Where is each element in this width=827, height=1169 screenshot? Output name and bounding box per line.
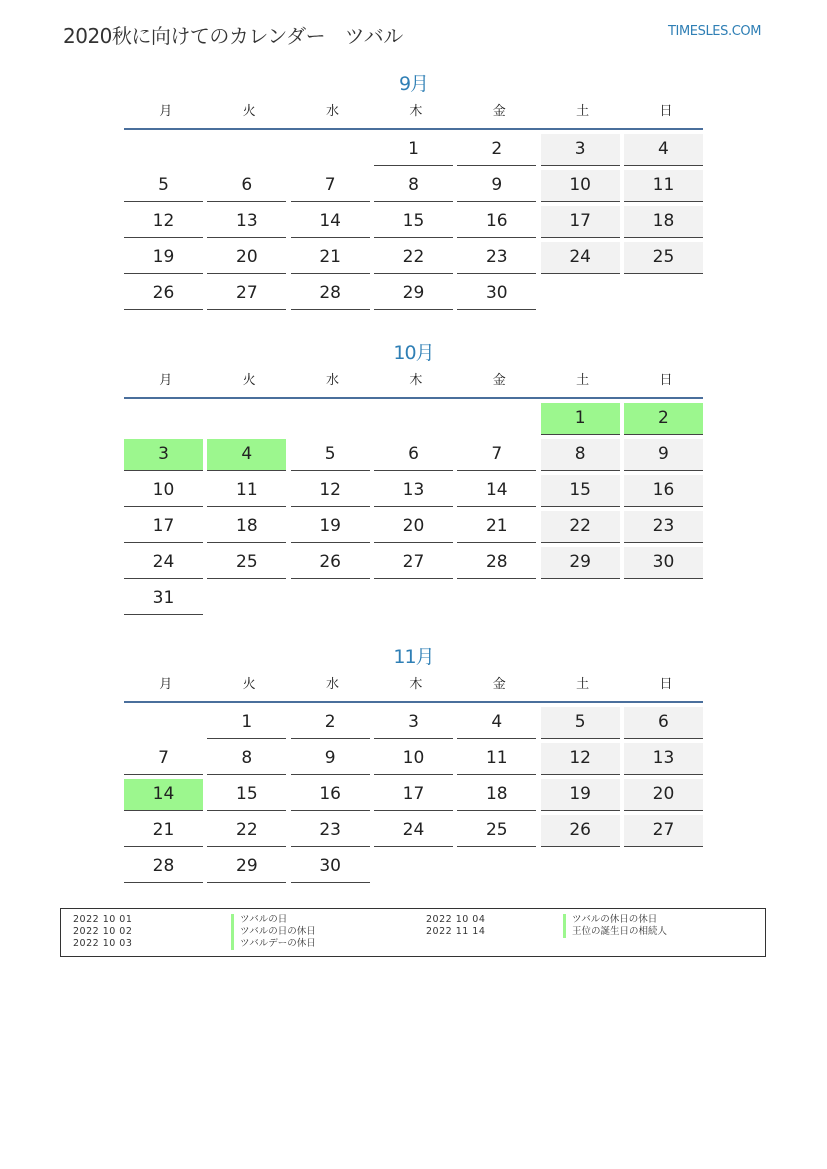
month-calendar (124, 70, 703, 310)
month-calendar (124, 643, 703, 883)
day-cell: 24 (541, 242, 620, 274)
empty-day-cell (624, 583, 703, 615)
day-cell: 3 (124, 439, 203, 471)
month-calendar (124, 339, 703, 615)
empty-day-cell (291, 134, 370, 166)
weekday-label: 月 (159, 677, 173, 692)
day-cell: 23 (291, 815, 370, 847)
day-cell: 10 (541, 170, 620, 202)
day-cell: 26 (541, 815, 620, 847)
day-cell: 16 (457, 206, 536, 238)
day-cell: 2 (291, 707, 370, 739)
day-cell: 7 (124, 743, 203, 775)
day-cell: 7 (457, 439, 536, 471)
weekday-label: 土 (576, 104, 590, 119)
day-cell: 24 (124, 547, 203, 579)
day-cell: 22 (541, 511, 620, 543)
empty-day-cell (374, 851, 453, 883)
day-cell: 18 (624, 206, 703, 238)
day-cell: 22 (374, 242, 453, 274)
day-cell: 1 (374, 134, 453, 166)
day-cell: 11 (457, 743, 536, 775)
brand-link[interactable]: TIMESLES.COM (668, 24, 762, 39)
day-cell: 17 (541, 206, 620, 238)
month-title: 11月 (393, 646, 434, 668)
empty-day-cell (124, 707, 203, 739)
day-cell: 11 (207, 475, 286, 507)
empty-day-cell (541, 851, 620, 883)
legend-date: 2022 10 02 (73, 926, 133, 937)
day-cell: 6 (624, 707, 703, 739)
empty-day-cell (457, 583, 536, 615)
weekday-label: 木 (409, 104, 423, 119)
day-grid (124, 134, 703, 310)
day-cell: 8 (207, 743, 286, 775)
day-cell: 15 (207, 779, 286, 811)
empty-day-cell (124, 403, 203, 435)
weekday-label: 土 (576, 677, 590, 692)
day-cell: 23 (457, 242, 536, 274)
day-cell: 8 (374, 170, 453, 202)
day-cell: 20 (624, 779, 703, 811)
legend-name: ツバルの休日の休日 (563, 914, 657, 926)
weekday-label: 月 (159, 373, 173, 388)
day-cell: 7 (291, 170, 370, 202)
empty-day-cell (457, 403, 536, 435)
day-cell: 30 (624, 547, 703, 579)
day-cell: 6 (207, 170, 286, 202)
day-cell: 14 (291, 206, 370, 238)
day-cell: 26 (291, 547, 370, 579)
weekday-label: 日 (659, 104, 673, 119)
empty-day-cell (374, 583, 453, 615)
weekday-header (124, 101, 703, 130)
day-cell: 25 (624, 242, 703, 274)
day-cell: 14 (124, 779, 203, 811)
weekday-label: 火 (242, 677, 256, 692)
day-cell: 27 (207, 278, 286, 310)
day-cell: 6 (374, 439, 453, 471)
day-cell: 25 (207, 547, 286, 579)
legend-date: 2022 10 04 (426, 914, 486, 925)
month-title: 10月 (393, 342, 434, 364)
day-cell: 4 (207, 439, 286, 471)
empty-day-cell (207, 403, 286, 435)
day-cell: 12 (541, 743, 620, 775)
day-cell: 2 (624, 403, 703, 435)
day-cell: 1 (207, 707, 286, 739)
day-cell: 15 (541, 475, 620, 507)
weekday-label: 水 (325, 677, 339, 692)
weekday-label: 木 (409, 373, 423, 388)
empty-day-cell (207, 583, 286, 615)
empty-day-cell (291, 583, 370, 615)
day-cell: 5 (541, 707, 620, 739)
empty-day-cell (374, 403, 453, 435)
weekday-label: 金 (492, 373, 506, 388)
day-cell: 18 (207, 511, 286, 543)
day-cell: 30 (291, 851, 370, 883)
day-cell: 10 (374, 743, 453, 775)
day-cell: 9 (624, 439, 703, 471)
empty-day-cell (207, 134, 286, 166)
legend-name: 王位の誕生日の相続人 (563, 926, 667, 938)
day-cell: 22 (207, 815, 286, 847)
day-cell: 14 (457, 475, 536, 507)
day-cell: 27 (374, 547, 453, 579)
page-title: 2020秋に向けてのカレンダー ツバル (63, 24, 403, 48)
empty-day-cell (291, 403, 370, 435)
day-grid (124, 403, 703, 615)
weekday-label: 日 (659, 373, 673, 388)
weekday-label: 金 (492, 104, 506, 119)
empty-day-cell (457, 851, 536, 883)
day-cell: 20 (207, 242, 286, 274)
weekday-label: 水 (325, 373, 339, 388)
month-title: 9月 (398, 73, 429, 95)
weekday-label: 月 (159, 104, 173, 119)
day-cell: 17 (374, 779, 453, 811)
day-cell: 5 (291, 439, 370, 471)
weekday-label: 金 (492, 677, 506, 692)
day-cell: 19 (124, 242, 203, 274)
day-cell: 28 (457, 547, 536, 579)
day-cell: 29 (541, 547, 620, 579)
day-cell: 12 (291, 475, 370, 507)
day-cell: 9 (457, 170, 536, 202)
weekday-header (124, 674, 703, 703)
empty-day-cell (541, 583, 620, 615)
day-cell: 11 (624, 170, 703, 202)
day-cell: 4 (457, 707, 536, 739)
day-cell: 31 (124, 583, 203, 615)
weekday-header (124, 370, 703, 399)
day-cell: 21 (457, 511, 536, 543)
day-cell: 30 (457, 278, 536, 310)
weekday-label: 日 (659, 677, 673, 692)
day-cell: 16 (624, 475, 703, 507)
holiday-legend (60, 908, 766, 957)
day-cell: 26 (124, 278, 203, 310)
day-grid (124, 707, 703, 883)
weekday-label: 火 (242, 373, 256, 388)
day-cell: 27 (624, 815, 703, 847)
day-cell: 29 (207, 851, 286, 883)
day-cell: 19 (291, 511, 370, 543)
day-cell: 18 (457, 779, 536, 811)
day-cell: 10 (124, 475, 203, 507)
weekday-label: 土 (576, 373, 590, 388)
weekday-label: 火 (242, 104, 256, 119)
day-cell: 20 (374, 511, 453, 543)
legend-date: 2022 11 14 (426, 926, 486, 937)
day-cell: 24 (374, 815, 453, 847)
day-cell: 9 (291, 743, 370, 775)
weekday-label: 木 (409, 677, 423, 692)
legend-name: ツバルの日 (231, 914, 287, 926)
day-cell: 13 (374, 475, 453, 507)
day-cell: 23 (624, 511, 703, 543)
day-cell: 21 (291, 242, 370, 274)
day-cell: 12 (124, 206, 203, 238)
day-cell: 3 (374, 707, 453, 739)
day-cell: 8 (541, 439, 620, 471)
empty-day-cell (624, 851, 703, 883)
day-cell: 28 (124, 851, 203, 883)
day-cell: 4 (624, 134, 703, 166)
empty-day-cell (124, 134, 203, 166)
weekday-label: 水 (325, 104, 339, 119)
empty-day-cell (624, 278, 703, 310)
empty-day-cell (541, 278, 620, 310)
day-cell: 2 (457, 134, 536, 166)
legend-date: 2022 10 03 (73, 938, 133, 949)
day-cell: 29 (374, 278, 453, 310)
day-cell: 15 (374, 206, 453, 238)
day-cell: 1 (541, 403, 620, 435)
day-cell: 28 (291, 278, 370, 310)
day-cell: 13 (207, 206, 286, 238)
day-cell: 25 (457, 815, 536, 847)
day-cell: 3 (541, 134, 620, 166)
day-cell: 5 (124, 170, 203, 202)
legend-name: ツバルデーの休日 (231, 938, 316, 950)
day-cell: 16 (291, 779, 370, 811)
day-cell: 17 (124, 511, 203, 543)
legend-name: ツバルの日の休日 (231, 926, 316, 938)
legend-date: 2022 10 01 (73, 914, 133, 925)
day-cell: 13 (624, 743, 703, 775)
day-cell: 19 (541, 779, 620, 811)
day-cell: 21 (124, 815, 203, 847)
